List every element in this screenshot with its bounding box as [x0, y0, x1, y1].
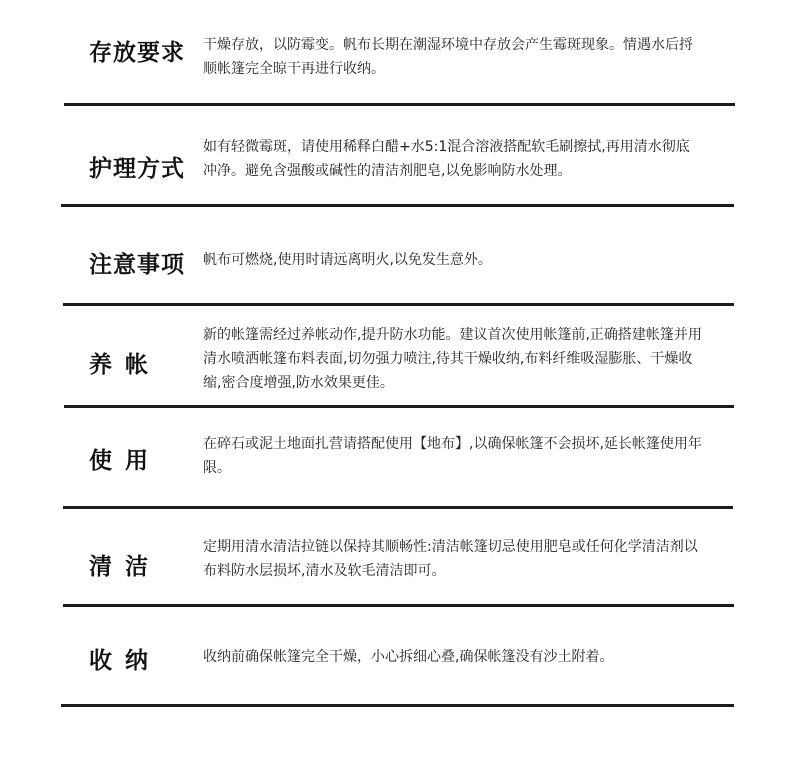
- section-title-notice: 注意事项: [89, 252, 185, 278]
- divider-1: [64, 103, 735, 106]
- section-text-seasoning: 新的帐篷需经过养帐动作,提升防水功能。建议首次使用帐篷前,正确搭建帐篷并用清水喷洒帐篷布料表面,切勿强力喷注,待其干燥收纳,布料纤维吸湿膨胀、干燥收缩,密合度增强,防水效果更佳。: [203, 327, 702, 391]
- section-text-packing: 收纳前确保帐篷完全干燥，小心拆细心叠,确保帐篷没有沙土附着。: [203, 649, 614, 665]
- section-title-seasoning: 养帐: [89, 352, 161, 378]
- divider-5: [63, 506, 733, 509]
- section-title-usage: 使用: [89, 448, 161, 474]
- section-text-usage: 在碎石或泥土地面扎营请搭配使用【地布】,以确保帐篷不会损坏,延长帐篷使用年限。: [203, 436, 702, 476]
- divider-2: [61, 204, 734, 207]
- divider-6: [63, 604, 734, 607]
- section-text-care: 如有轻微霉斑，请使用稀释白醋+水5:1混合溶液搭配软毛刷擦拭,再用清水彻底冲净。避免含强酸或碱性的清洁剂肥皂,以免影响防水处理。: [203, 139, 690, 179]
- section-text-notice: 帆布可燃烧,使用时请远离明火,以免发生意外。: [203, 252, 492, 268]
- section-title-storage: 存放要求: [89, 40, 185, 66]
- divider-4: [64, 405, 734, 408]
- divider-3: [63, 303, 734, 306]
- section-text-cleaning: 定期用清水清洁拉链以保持其顺畅性:清洁帐篷切忌使用肥皂或任何化学清洁剂以布料防水层损坏,清水及软毛清洁即可。: [203, 539, 698, 579]
- section-text-storage: 干燥存放，以防霉变。帆布长期在潮湿环境中存放会产生霉斑现象。情遇水后捋顺帐篷完全晾干再进行收纳。: [203, 37, 693, 77]
- section-title-packing: 收纳: [89, 648, 161, 674]
- section-title-care: 护理方式: [89, 156, 185, 182]
- divider-7: [61, 704, 734, 707]
- section-title-cleaning: 清洁: [89, 554, 161, 580]
